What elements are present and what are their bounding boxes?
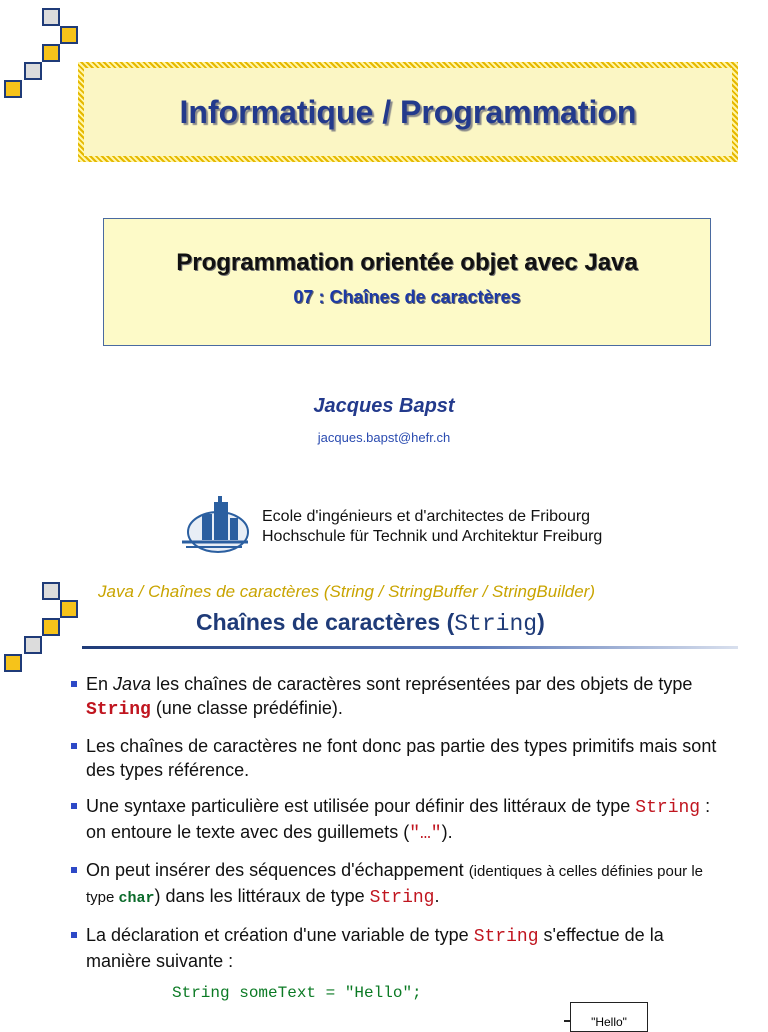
text: Une syntaxe particulière est utilisée pour définir des littéraux de type (86, 796, 636, 816)
bullet-item: Les chaînes de caractères ne font donc pas partie des types primitifs mais sont des types référence. (68, 734, 728, 782)
string-object-box: "Hello" (570, 1002, 648, 1032)
text: . (434, 886, 440, 906)
bullet-item (68, 923, 728, 973)
chapter-title: 07 : Chaînes de caractères (293, 287, 521, 307)
text: En (86, 674, 114, 694)
text: La déclaration et création d'une variable de type (86, 925, 474, 945)
slide-title-text: Chaînes de caractères ( (196, 609, 455, 635)
code-token: String (369, 888, 435, 908)
bullet-item (68, 794, 728, 846)
slide-title (196, 609, 545, 637)
course-title: Programmation orientée objet avec Java (176, 249, 638, 276)
title-divider (82, 646, 738, 649)
author-email: jacques.bapst@hefr.ch (317, 430, 451, 445)
bullet-item (68, 858, 728, 911)
text-small: (identiques à celles définies pour le type (86, 863, 703, 906)
code-token: char (118, 890, 155, 907)
code-token: String (473, 927, 539, 947)
text: dans les littéraux de type (160, 886, 370, 906)
title-banner (78, 62, 738, 162)
subtitle-box (103, 218, 711, 346)
slide-title-close: ) (537, 609, 545, 635)
author-name: Jacques Bapst (313, 395, 455, 417)
slide-header: Java / Chaînes de caractères (String / StringBuffer / StringBuilder) (98, 582, 596, 601)
text-italic: Java (113, 674, 152, 694)
code-token: String (635, 798, 701, 818)
code-token: "…" (409, 824, 442, 844)
school-logo-icon (180, 492, 250, 554)
text: : on entoure le texte avec des guillemets ( (86, 796, 711, 842)
slide-title-code: String (454, 611, 538, 637)
page-title: Informatique / Programmation (179, 94, 637, 130)
text: les chaînes de caractères sont représentées par des objets de type (151, 674, 693, 694)
text: On peut insérer des séquences d'échappement (86, 860, 469, 880)
code-example: String someText = "Hello"; (172, 984, 422, 1002)
text: (une classe prédéfinie). (150, 698, 343, 718)
text: ). (441, 822, 453, 842)
text: ) (154, 886, 161, 906)
code-token: String (86, 700, 151, 720)
bullet-list (68, 672, 728, 985)
school-name (262, 507, 602, 547)
text: s'effectue de la manière suivante : (86, 925, 664, 971)
school-name-fr: Ecole d'ingénieurs et d'architectes de Fribourg (262, 508, 591, 525)
bullet-item (68, 672, 728, 722)
school-name-de: Hochschule für Technik und Architektur Freiburg (262, 528, 603, 545)
